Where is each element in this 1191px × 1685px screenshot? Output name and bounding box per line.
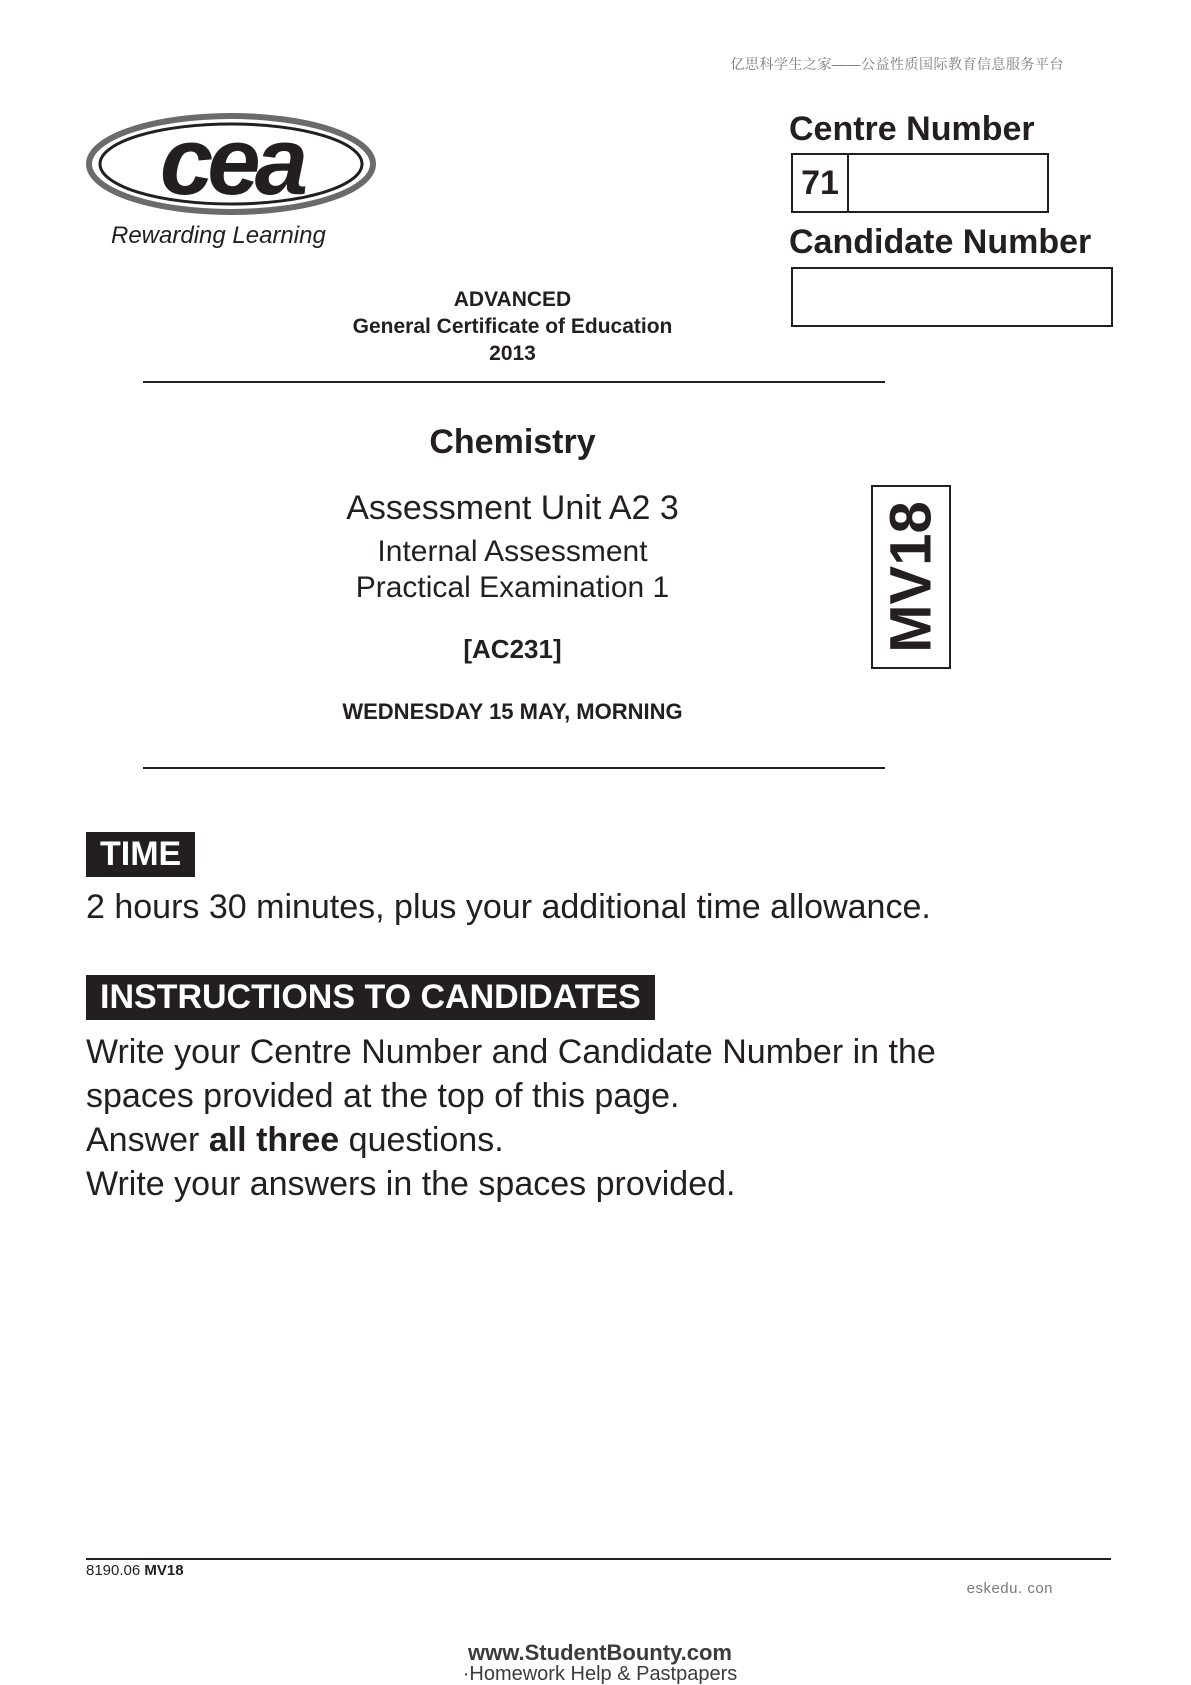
cea-logo-letters: cea <box>159 112 303 215</box>
instruction-line-2: spaces provided at the top of this page. <box>86 1077 680 1115</box>
subject-title: Chemistry <box>429 423 596 461</box>
assessment-type: Internal Assessment <box>377 535 648 568</box>
footer-code <box>86 1562 184 1579</box>
exam-date: WEDNESDAY 15 MAY, MORNING <box>342 699 683 724</box>
qualification-name: General Certificate of Education <box>352 315 673 338</box>
instruction-line-3-pre: Answer <box>86 1121 209 1159</box>
instruction-line-3-bold: all three <box>208 1121 340 1159</box>
instruction-line-3 <box>86 1118 1086 1162</box>
studentbounty-url: www.StudentBounty.com <box>468 1640 732 1665</box>
studentbounty-watermark <box>440 1642 760 1684</box>
time-heading: TIME <box>86 832 195 877</box>
qualification-block <box>290 286 735 367</box>
divider-bottom <box>143 767 885 769</box>
footer-code-bold: MV18 <box>144 1562 184 1579</box>
divider-top <box>143 381 885 383</box>
qualification-year: 2013 <box>489 342 536 365</box>
assessment-unit: Assessment Unit A2 3 <box>346 489 679 527</box>
paper-code: [AC231] <box>463 634 562 664</box>
instruction-line-1: Write your Centre Number and Candidate Number in the <box>86 1033 936 1071</box>
footer-site-text: eskedu. con <box>966 1580 1053 1597</box>
examination-name: Practical Examination 1 <box>355 571 670 604</box>
candidate-number-label: Candidate Number <box>789 223 1092 261</box>
instruction-line-4: Write your answers in the spaces provided. <box>86 1165 736 1203</box>
footer-divider <box>86 1558 1111 1560</box>
footer-code-number: 8190.06 <box>86 1562 141 1579</box>
qualification-level: ADVANCED <box>453 288 572 311</box>
candidate-number-field[interactable] <box>791 267 1113 327</box>
studentbounty-tagline: ·Homework Help & Pastpapers <box>462 1663 738 1685</box>
watermark-top-text: 亿思科学生之家——公益性质国际教育信息服务平台 <box>730 56 1064 72</box>
centre-number-label: Centre Number <box>789 110 1035 148</box>
side-code-box <box>871 485 951 669</box>
instructions-body <box>86 1030 1086 1206</box>
cea-logo-graphic <box>86 112 376 217</box>
instruction-line-3-post: questions. <box>339 1121 504 1159</box>
time-text: 2 hours 30 minutes, plus your additional time allowance. <box>86 888 931 926</box>
side-code-text: MV18 <box>878 501 944 653</box>
cea-logo <box>86 112 376 217</box>
centre-number-prefix: 71 <box>793 155 849 211</box>
instructions-heading: INSTRUCTIONS TO CANDIDATES <box>86 975 655 1020</box>
centre-number-field[interactable] <box>791 153 1049 213</box>
logo-tagline: Rewarding Learning <box>111 222 326 249</box>
